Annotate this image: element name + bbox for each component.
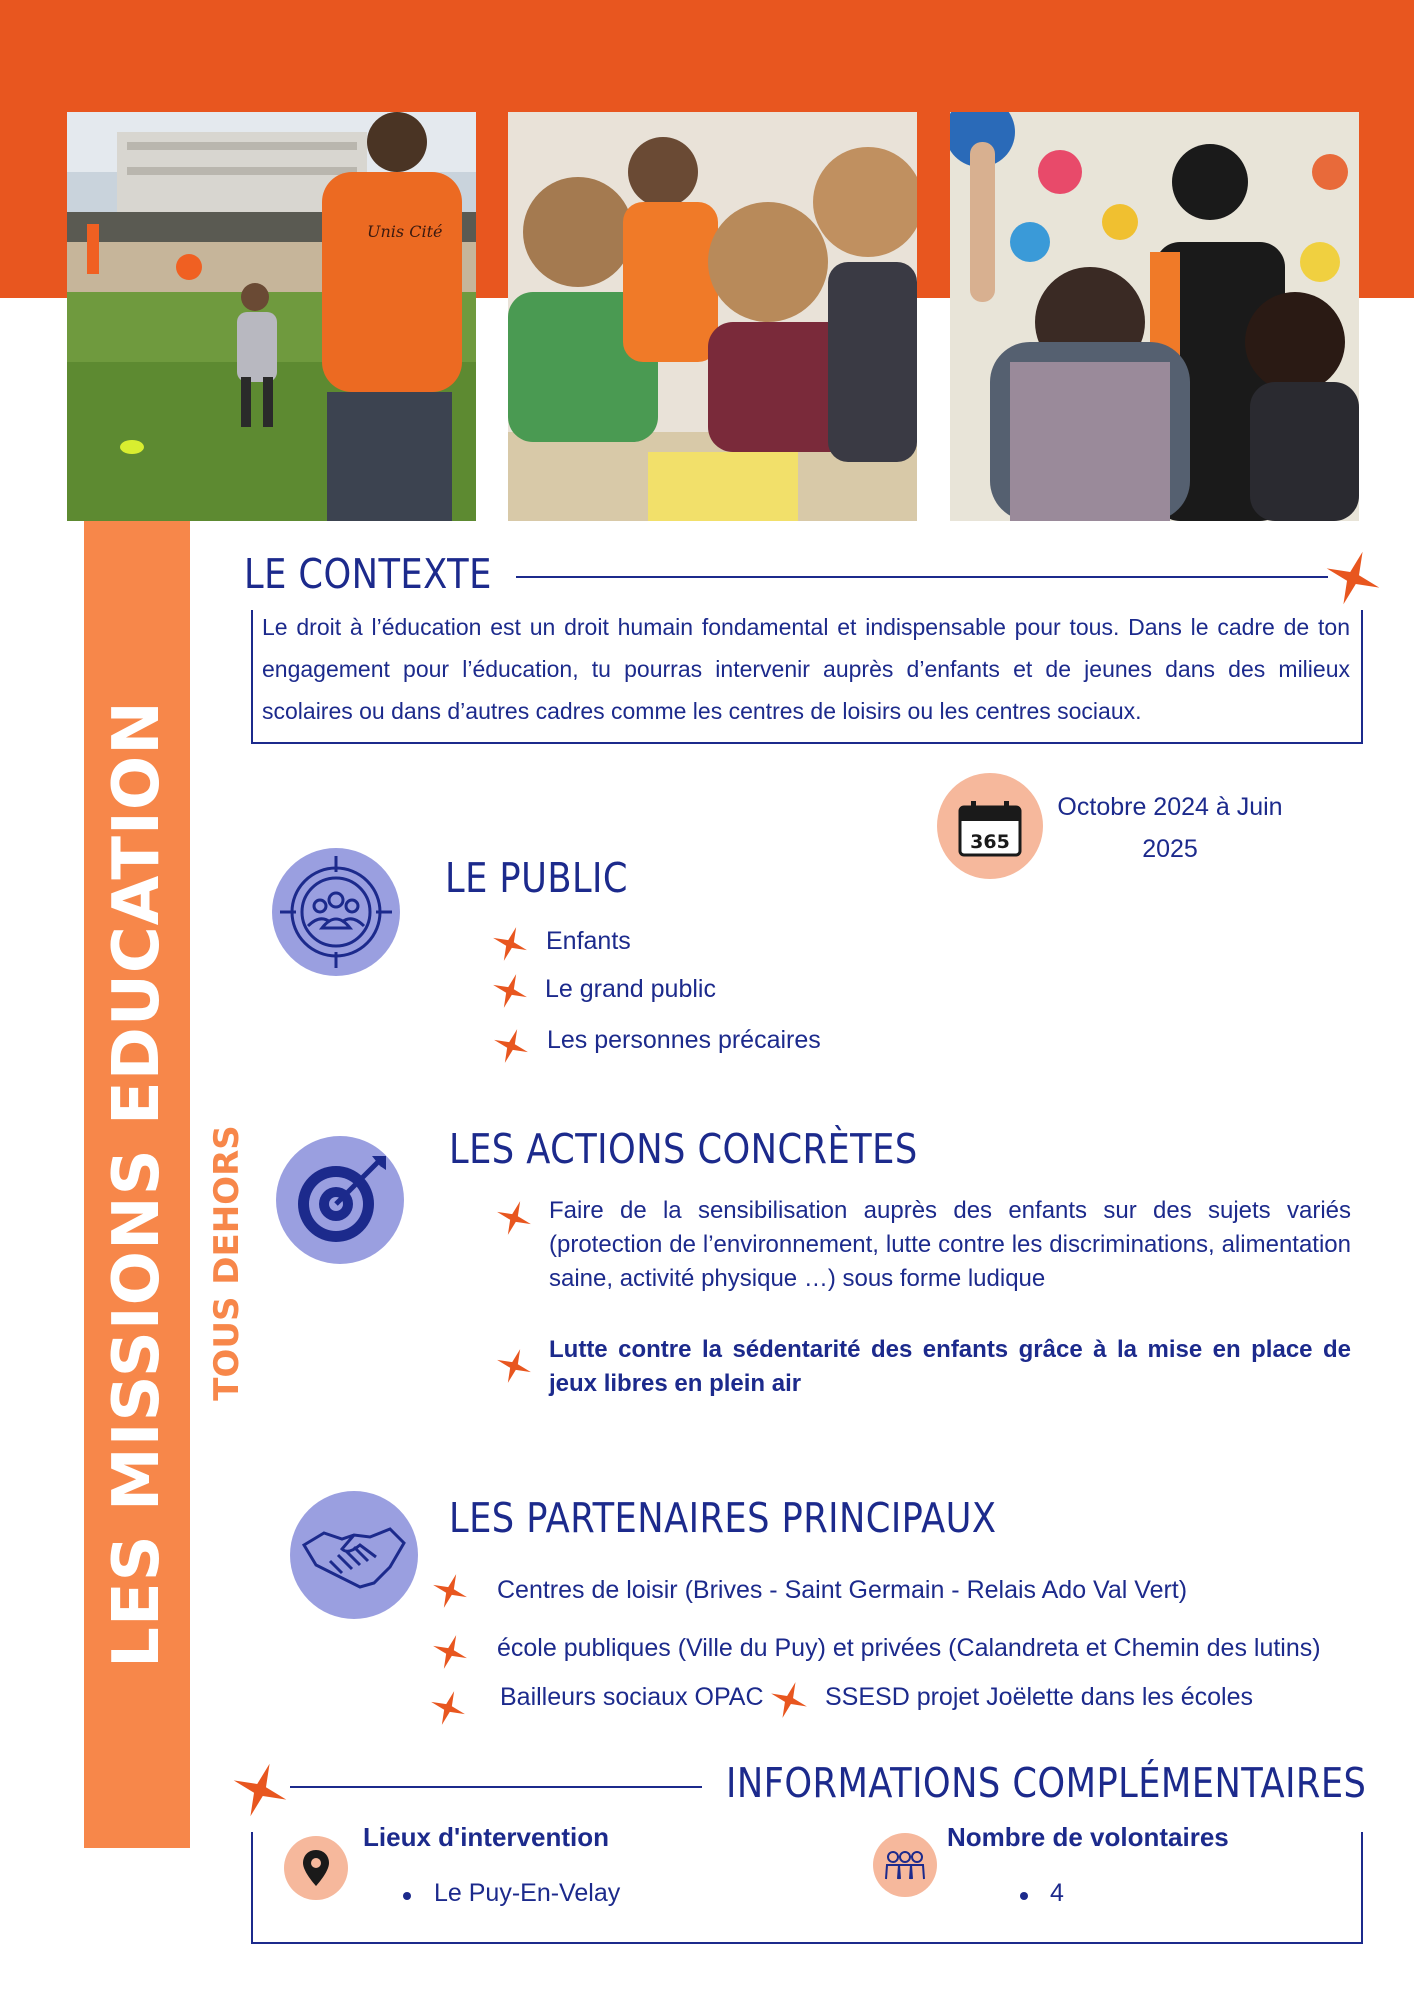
action-item: Lutte contre la sédentarité des enfants grâce à la mise en place de jeux libres en plein air — [549, 1336, 1351, 1397]
partner-item: école publiques (Ville du Puy) et privées (Calandreta et Chemin des lutins) — [497, 1634, 1321, 1662]
context-text: Le droit à l’éducation est un droit humain fondamental et indispensable pour tous. Dans le cadre de ton engagement pour l’éducation, tu pourras intervenir auprès d’enfants et de jeunes dans des milieux scolaires ou dans d’autres cadres comme les centres de loisirs ou les centres sociaux. — [262, 614, 1350, 724]
context-heading: LE CONTEXTE — [244, 550, 492, 598]
volunteers-value: 4 — [1050, 1879, 1064, 1907]
info-heading: INFORMATIONS COMPLÉMENTAIRES — [726, 1759, 1367, 1807]
star-icon — [430, 1690, 466, 1726]
star-icon — [493, 1028, 529, 1064]
public-item: Le grand public — [545, 975, 716, 1003]
handshake-icon — [290, 1491, 418, 1619]
star-icon — [432, 1634, 468, 1670]
date-range — [1040, 786, 1300, 870]
photo-group-thinking — [508, 112, 917, 521]
partner-item: Centres de loisir (Brives - Saint Germain - Relais Ado Val Vert) — [497, 1576, 1188, 1604]
public-heading: LE PUBLIC — [445, 854, 628, 902]
star-icon — [492, 926, 528, 962]
star-icon — [496, 1348, 532, 1384]
partner-item: Bailleurs sociaux OPAC — [500, 1683, 764, 1711]
bullseye-arrow-icon — [276, 1136, 404, 1264]
partner-item: SSESD projet Joëlette dans les écoles — [825, 1683, 1254, 1711]
location-pin-icon — [284, 1836, 348, 1900]
star-icon — [432, 1573, 468, 1609]
actions-heading: LES ACTIONS CONCRÈTES — [449, 1125, 918, 1173]
page-title: LES MISSIONS EDUCATION — [100, 700, 174, 1668]
calendar-icon — [937, 773, 1043, 879]
partners-heading: LES PARTENAIRES PRINCIPAUX — [449, 1494, 997, 1542]
people-group-icon — [873, 1833, 937, 1897]
public-item: Enfants — [546, 927, 631, 955]
photo-outdoor-game — [67, 112, 476, 521]
date-line-1: Octobre 2024 à Juin — [1057, 793, 1283, 821]
target-people-icon — [272, 848, 400, 976]
location-value: Le Puy-En-Velay — [434, 1879, 621, 1907]
action-item: Faire de la sensibilisation auprès des enfants sur des sujets variés (protection de l’environnement, lutte contre les discriminations, alimentation saine, activité physique …) sous forme ludique — [549, 1197, 1351, 1292]
star-icon — [770, 1681, 808, 1719]
star-icon — [1325, 550, 1381, 606]
people-group-badge — [873, 1833, 937, 1897]
location-pin-badge — [284, 1836, 348, 1900]
bullet — [403, 1892, 411, 1900]
public-item: Les personnes précaires — [547, 1026, 821, 1054]
location-label: Lieux d'intervention — [363, 1822, 609, 1852]
bullet — [1020, 1892, 1028, 1900]
volunteers-label: Nombre de volontaires — [947, 1822, 1229, 1852]
calendar-badge — [937, 773, 1043, 879]
star-icon — [496, 1200, 532, 1236]
info-rule — [290, 1786, 702, 1788]
star-icon — [232, 1762, 288, 1818]
date-line-2: 2025 — [1142, 835, 1198, 863]
svg-text:365: 365 — [970, 831, 1010, 853]
context-rule — [516, 576, 1328, 578]
photo-workshop — [950, 112, 1359, 521]
star-icon — [492, 973, 528, 1009]
svg-text:Unis Cité: Unis Cité — [367, 222, 443, 241]
page-subtitle: TOUS DEHORS — [207, 1125, 247, 1401]
